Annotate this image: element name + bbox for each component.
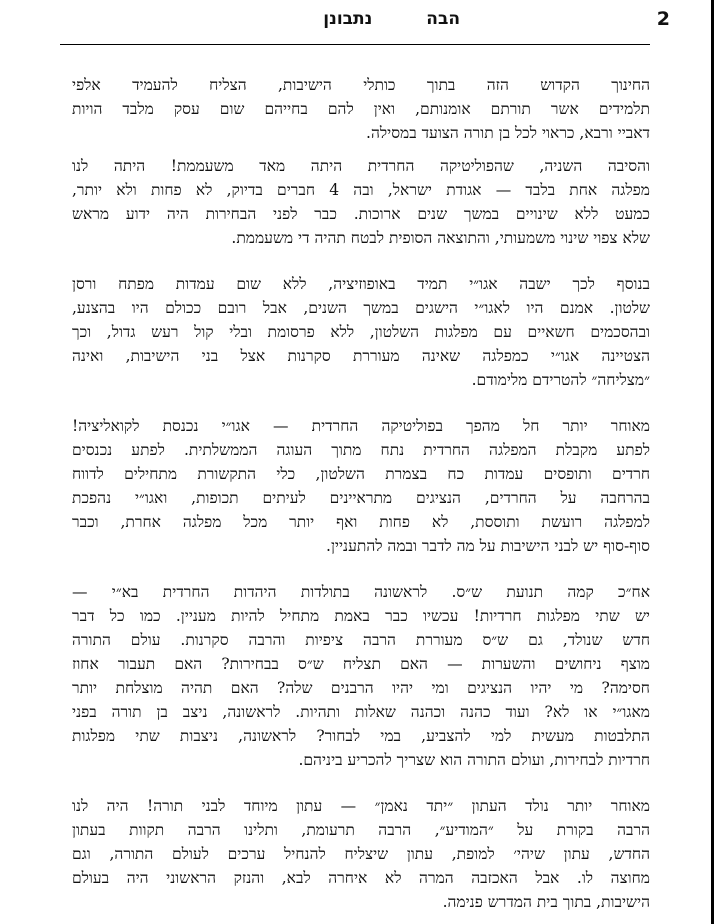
text-line: החינוך הקדוש הזה בתוך כותלי הישיבות, הצליח להעמיד אלפי [72, 76, 650, 94]
paragraph-2 [72, 154, 650, 250]
running-title: הבה נתבונן [323, 9, 460, 29]
text-line: מפלגה אחת בלבד — אגודת ישראל, ובה 4 חברים בדיוק, לא פחות ולא יותר, [72, 181, 650, 199]
text-line: סוף-סוף יש לבני הישיבות על מה לדבר ובמה להתעניין. [326, 537, 650, 555]
text-line: מאגו״י או לא? ועוד כהנה וכהנה שאלות ותהיות. לראשונה, ניצב בן תורה בפני [72, 703, 650, 721]
text-line: שלטון. אמנם היו לאגו״י הישגים במשך השנים, אבל רובם ככולם היו בהצנע, [72, 299, 650, 317]
text-line: חרדים ותופסים עמדות כח בצמרת השלטון, כלי התקשורת מתחילים לדווח [72, 465, 650, 483]
text-line: למפלגה רועשת ותוססת, לא פחות ואף יותר מכל מפלגה אחרת, וכבר [72, 513, 650, 531]
text-line: חדש שנולד, גם ש״ס מעוררת הרבה ציפיות והרבה סקרנות. עולם התורה [72, 631, 650, 649]
paragraph-3 [72, 272, 650, 392]
body-text [72, 73, 650, 914]
text-line: והסיבה השניה, שהפוליטיקה החרדית היתה מאד משעממת! היתה לנו [72, 157, 650, 175]
text-line: יש שתי מפלגות חרדיות! עכשיו כבר באמת מתחיל להיות מעניין. כמו כל דבר [72, 607, 650, 625]
text-line: הישיבות, בתוך בית המדרש פנימה. [442, 893, 650, 911]
header-rule [60, 44, 650, 45]
text-line: החדש, עתון שיהי׳ למופת, עתון שיצליח להנחיל ערכים לעולם התורה, וגם [72, 845, 650, 863]
page-number: 2 [656, 8, 670, 30]
text-line: לפתע מקבלת המפלגה החרדית נתח מתוך העוגה הממשלתית. לפתע נכנסים [72, 441, 650, 459]
text-line: התלבטות מעשית למי להצביע, במי לבחור? לראשונה, ניצבות שתי מפלגות [72, 727, 650, 745]
text-line: בנוסף לכך ישבה אגו״י תמיד באופוזיציה, ללא שום עמדות מפתח ורסן [72, 275, 650, 293]
paragraph-1 [72, 73, 650, 145]
text-line: הצטיינה אגו״י כמפלגה שאינה מעוררת סקרנות אצל בני הישיבות, ואינה [72, 347, 650, 365]
text-line: הרבה בקורת על ״המודיע״, הרבה תרעומת, ותלינו הרבה תקוות בעתון [72, 821, 650, 839]
text-line: דאביי ורבא, כראוי לכל בן תורה הצועד במסילה. [366, 124, 650, 142]
paragraph-4 [72, 414, 650, 558]
paragraph-5 [72, 580, 650, 772]
text-line: ״מצליחה״ להטרידם מלימודם. [471, 371, 650, 389]
text-line: חסימה? מי יהיו הנציגים ומי יהיו הרבנים שלה? האם תהיה מוצלחת יותר [72, 679, 650, 697]
page-header [40, 8, 670, 38]
text-line: מאוחר יותר נולד העתון ״יתד נאמן״ — עתון מיוחד לבני תורה! היה לנו [72, 797, 650, 815]
text-line: ובהסכמים חשאיים עם מפלגות השלטון, ללא פרסומת ובלי קול רעש גדול, וכך [72, 323, 650, 341]
text-line: מאוחר יותר חל מהפך בפוליטיקה החרדית — אגו״י נכנסת לקואליציה! [72, 417, 650, 435]
paragraph-6 [72, 794, 650, 914]
text-line: חרדיות לבחירות, ועולם התורה הוא שצריך להכריע ביניהם. [298, 751, 650, 769]
text-line: שלא צפוי שינוי משמעותי, והתוצאה הסופית לבטח תהיה די משעממת. [231, 229, 650, 247]
text-line: אח״כ קמה תנועת ש״ס. לראשונה בתולדות היהדות החרדית בא״י — [72, 583, 650, 601]
text-line: מחוצה לו. אבל האכזבה המרה לא איחרה לבא, והנזק הראשוני היה בעולם [72, 869, 650, 887]
text-line: בהרחבה על החרדים, הנציגים מתראיינים לעיתים תכופות, ואגו״י נהפכת [72, 489, 650, 507]
text-line: תלמידים אשר תורתם אומנותם, ואין להם בחייהם שום עסק מלבד הויות [72, 100, 650, 118]
text-line: מוצף ניחושים והשערות — האם תצליח ש״ס בבחירות? האם תעבור אחוז [72, 655, 650, 673]
text-line: כמעט ללא שינויים במשך שנים ארוכות. כבר לפני הבחירות היה ידוע מראש [72, 205, 650, 223]
